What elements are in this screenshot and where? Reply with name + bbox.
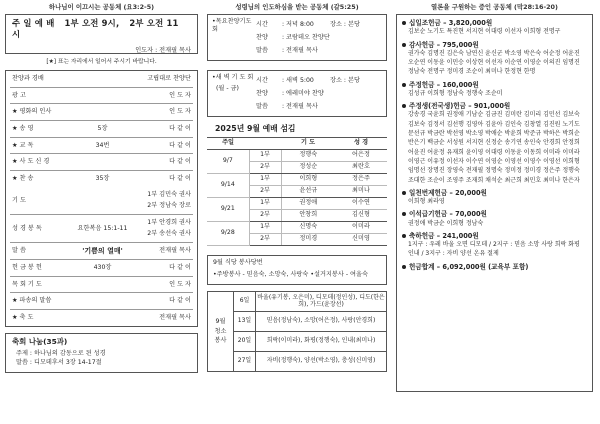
- duty-prayer: 정성순: [281, 161, 335, 173]
- duty-header: 기 도: [281, 137, 335, 149]
- offering-heading: 십일조헌금 – 3,820,000원: [402, 19, 587, 27]
- duty-prayer: 윤선규: [281, 185, 335, 197]
- offering-names: 1지구 : 우레 바울 오면 디모데 / 2지구 : 믿음 소망 사랑 희락 화평 인내 / 3지구 : 자비 양선 온유 절제: [408, 241, 580, 258]
- info-value: : 전재필 목사: [282, 46, 318, 54]
- info-place: 장소 : 본당: [330, 76, 360, 84]
- cleaning-groups: 희락(이미라), 화평(정행숙), 인내(최미나): [256, 331, 387, 351]
- duty-scripture: 이수연: [335, 197, 387, 209]
- bullet-icon: [402, 104, 406, 108]
- cleaning-week: 20일: [234, 331, 256, 351]
- duty-prayer: 이희형: [281, 173, 335, 185]
- info-key: 찬양: [256, 89, 268, 97]
- offering-names: 김성규 이희형 정남숙 정행숙 조순미: [408, 89, 503, 97]
- order-row-sermon: 말 씀 '기쁨의 열매' 전재필 목사: [10, 243, 193, 260]
- cleaning-week: 6일: [234, 291, 256, 311]
- bullet-icon: [402, 83, 406, 87]
- info-row: [256, 87, 382, 100]
- order-item-leader: 다 같 이: [169, 124, 191, 132]
- duty-header: 주일: [207, 137, 249, 149]
- order-item-label: ★ 축 도: [12, 314, 34, 322]
- order-row: [10, 277, 193, 294]
- order-row: [10, 138, 193, 155]
- order-item-leader: 다 같 이: [169, 175, 191, 183]
- order-row: [10, 171, 193, 188]
- duty-prayer: 신명숙: [281, 221, 335, 233]
- duty-part: 1부: [249, 173, 281, 185]
- duty-header: 성 경: [335, 137, 387, 149]
- bullet-icon: [402, 234, 406, 238]
- duty-date: 9/28: [207, 221, 249, 245]
- offering-heading: 축하헌금 – 241,000원: [402, 232, 587, 240]
- cleaning-row: [234, 311, 387, 331]
- info-key: 시간: [256, 20, 268, 28]
- order-row: [10, 293, 193, 310]
- bullet-icon: [402, 265, 406, 269]
- order-item-leader: 다 같 이: [169, 263, 191, 271]
- offering-names: 강송경 국윤희 권정애 기남순 김금진 김미란 김미리 김민선 김보숙 김보숙 김정서 김선행 김영아 김윤아 김인숙 김창열 김진원 노기도 문선규 박금란 박선영 박소영 박애순 박윤희 박준규 박하은 박희순 반은기 백금순 서성원 서지현 신정순 송기연 송인숙 안경희 안정희 어윤진 어윤정 유재희 윤이영 이대령 이동윤 이동희 이미라 이미라 이영근 이유정 이선자 이수연 이영순 이영선 이영수 이영선 이희형 임명선 장명진 장영숙 전재필 정명숙 정미정 정미경 정은주 정행숙 조대한 조순이 조영주 조재희 채석순 최근희 최민호 최미나 한은자: [408, 111, 580, 184]
- order-row: [10, 71, 193, 88]
- order-item-detail: 430장: [93, 263, 112, 271]
- cleaning-groups: 자비(정행숙), 양선(박소영), 충성(신미영): [256, 351, 387, 371]
- info-value: : 코람데오 찬양단: [282, 33, 330, 41]
- offering-heading: 일천번제헌금 – 20,000원: [402, 189, 587, 197]
- fellowship-title: 축회 나눔(35과): [12, 337, 68, 347]
- offering-names: 권정애 박금순 이희형 정남숙: [408, 219, 484, 227]
- offering-heading: 주정생(전국생)헌금 – 901,000원: [402, 102, 587, 110]
- offering-names: 김보순 노기도 특진현 서지현 이대령 이선자 이희형 전명구: [408, 28, 561, 36]
- duty-title: 2025년 9월 예배 섬김: [215, 124, 296, 133]
- duty-date: 9/14: [207, 173, 249, 197]
- duty-row: [207, 149, 387, 161]
- duty-part: 1부: [249, 197, 281, 209]
- duty-row: [207, 173, 387, 185]
- order-item-label: ★ 송 영: [12, 124, 34, 132]
- order-item-leader: 인 도 자: [169, 91, 191, 99]
- dawn-prayer-box: •새 벽 기 도 회 (월 - 금) 시간 : 새벽 5:00 장소 : 본당 찬양 : 에레미야 찬양 말씀 : 전재필 목사: [207, 70, 387, 117]
- order-item-label: ★ 찬 송: [12, 175, 34, 183]
- duty-prayer: 정미경: [281, 233, 335, 245]
- order-item-label: 찬양과 경배: [12, 75, 44, 83]
- duty-scripture: 어은정: [335, 149, 387, 161]
- bullet-icon: [402, 21, 406, 25]
- meal-box: 9월 식당 봉사당번 •주방봉사 - 믿음숙, 소망숙, 사랑숙 •설거지봉사 - 여울숙: [207, 255, 387, 285]
- info-row: [256, 100, 382, 113]
- duty-row: [207, 221, 387, 233]
- offering-column: [396, 14, 593, 392]
- service-preacher: 인도자 : 전재필 목사: [135, 47, 191, 54]
- order-item-leader: 고립대로 찬양단: [147, 75, 191, 83]
- cleaning-row: [234, 351, 387, 371]
- duty-table: [207, 137, 387, 246]
- order-item-leader: 다 같 이: [169, 141, 191, 149]
- service-title: 주 일 예 배 1부 오전 9시, 2부 오전 11시: [12, 18, 179, 39]
- duty-date: 9/21: [207, 197, 249, 221]
- cleaning-box: [207, 291, 387, 372]
- order-item-label: 광 고: [12, 91, 26, 99]
- duty-scripture: 최란호: [335, 161, 387, 173]
- cleaning-week: 13일: [234, 311, 256, 331]
- order-item-label: 헌 금 봉 헌: [12, 263, 42, 271]
- cleaning-week: 27일: [234, 351, 256, 371]
- duty-scripture: 이미라: [335, 221, 387, 233]
- info-row: [256, 74, 382, 87]
- offering-names: 권가숙 김명진 김은숙 남연신 윤신군 박소영 박은숙 어순정 어윤진 오순연 이동윤 이민승 이상현 이선자 이순연 이영순 이의진 임명진 정남숙 전명구 정미경 조순이 최미나 한정현 한명: [408, 49, 580, 76]
- duty-part: 2부: [249, 185, 281, 197]
- info-value: : 전재필 목사: [282, 102, 318, 110]
- order-row: [10, 310, 193, 327]
- order-row-scripture: 성 경 봉 독 요한복음 15:1-11 1부 안경희 권사 2부 송선숙 권사: [10, 215, 193, 243]
- info-value: : 저녁 8:00: [282, 20, 314, 28]
- worship-order-column: [5, 14, 198, 373]
- offering-heading: 주정헌금 – 160,000원: [402, 81, 587, 89]
- column-header-middle: 성령님의 인도하심을 받는 공동체 (갈5:25): [235, 3, 359, 11]
- order-item-leader: 인 도 자: [169, 280, 191, 288]
- duty-scripture: 정은주: [335, 173, 387, 185]
- order-item-label: ★ 평화의 인사: [12, 108, 52, 116]
- bullet-icon: [402, 212, 406, 216]
- bullet-icon: [402, 191, 406, 195]
- fellowship-topic: 주제 : 하나님의 감동으로 된 성경: [16, 349, 106, 357]
- worship-order: [5, 70, 198, 327]
- duty-date: 9/7: [207, 149, 249, 173]
- order-row-prayer: 기 도 1부 김민숙 권사 2부 정남숙 장로: [10, 187, 193, 215]
- duty-scripture: 신미영: [335, 233, 387, 245]
- duty-part: 2부: [249, 209, 281, 221]
- order-item-detail: 5장: [97, 124, 108, 132]
- cleaning-row: [234, 291, 387, 311]
- info-row: [256, 31, 382, 44]
- info-place: 장소 : 본당: [330, 20, 360, 28]
- offering-heading: 이석급기헌금 – 70,000원: [402, 210, 587, 218]
- order-item-label: ★ 파송의 말씀: [12, 297, 52, 305]
- fellowship-box: [5, 333, 198, 373]
- info-value: : 에레미야 찬양: [282, 89, 324, 97]
- thursday-prayer-box: •목요찬양기도회 시간 : 저녁 8:00 장소 : 본당 찬양 : 코람데오 찬양단 말씀 : 전재필 목사: [207, 14, 387, 61]
- info-key: 말씀: [256, 102, 268, 110]
- duty-part: 2부: [249, 161, 281, 173]
- duty-row: [207, 197, 387, 209]
- order-item-leader: 인 도 자: [169, 108, 191, 116]
- duty-prayer: 정행숙: [281, 149, 335, 161]
- info-key: 말씀: [256, 46, 268, 54]
- service-time-box: [5, 14, 198, 54]
- info-value: : 새벽 5:00: [282, 76, 314, 84]
- offering-names: 이희형 최라영: [408, 198, 445, 206]
- fellowship-verse: 말씀 : 디모데후서 3장 14-17절: [16, 358, 102, 366]
- offering-heading: 감사헌금 – 795,000원: [402, 41, 587, 49]
- duty-scripture: 최미나: [335, 185, 387, 197]
- order-row: [10, 104, 193, 121]
- offering-heading: 헌금합계 – 6,092,000원 (교육부 포함): [402, 263, 587, 271]
- order-row: [10, 154, 193, 171]
- duty-part: 1부: [249, 221, 281, 233]
- duty-part: 2부: [249, 233, 281, 245]
- duty-part: 1부: [249, 149, 281, 161]
- column-header-left: 하나님이 이끄시는 공동체 (요3:2-5): [48, 3, 155, 11]
- schedule-column: [207, 14, 387, 372]
- duty-scripture: 김신형: [335, 209, 387, 221]
- cleaning-groups: 바울(유기봉, 오은미), 디모데(정인성), 디도(한은희), 가드(윤장선): [256, 291, 387, 311]
- order-item-label: ★ 교 독: [12, 141, 34, 149]
- bullet-icon: [402, 43, 406, 47]
- duty-prayer: 안창희: [281, 209, 335, 221]
- cleaning-table: [233, 291, 387, 372]
- cleaning-label: 청소: [214, 327, 227, 335]
- order-item-leader: 전재필 목사: [159, 314, 191, 322]
- order-item-detail: 34번: [95, 141, 110, 149]
- order-item-leader: 다 같 이: [169, 158, 191, 166]
- order-row: [10, 260, 193, 277]
- order-row: [10, 88, 193, 105]
- cleaning-groups: 믿음(정남숙), 소망(어은정), 사랑(안경희): [256, 311, 387, 331]
- cleaning-row: [234, 331, 387, 351]
- duty-header: [249, 137, 281, 149]
- order-row: [10, 121, 193, 138]
- order-item-detail: 35장: [95, 175, 110, 183]
- duty-prayer: 권정애: [281, 197, 335, 209]
- info-row: [256, 18, 382, 31]
- offering-box: [396, 14, 593, 392]
- order-item-label: ★ 사 도 신 경: [12, 158, 50, 166]
- info-key: 시간: [256, 76, 268, 84]
- order-item-leader: 다 같 이: [169, 297, 191, 305]
- info-key: 찬양: [256, 33, 268, 41]
- standing-note: [★] 표는 자리에서 일어서 주시기 바랍니다.: [46, 59, 157, 65]
- cleaning-label: 봉사: [214, 336, 227, 344]
- cleaning-label: 9월: [215, 318, 226, 326]
- info-row: [256, 44, 382, 57]
- order-item-label: 목 회 기 도: [12, 280, 42, 288]
- column-header-right: 열론을 구원하는 증인 공동체 (막28:16-20): [431, 3, 558, 11]
